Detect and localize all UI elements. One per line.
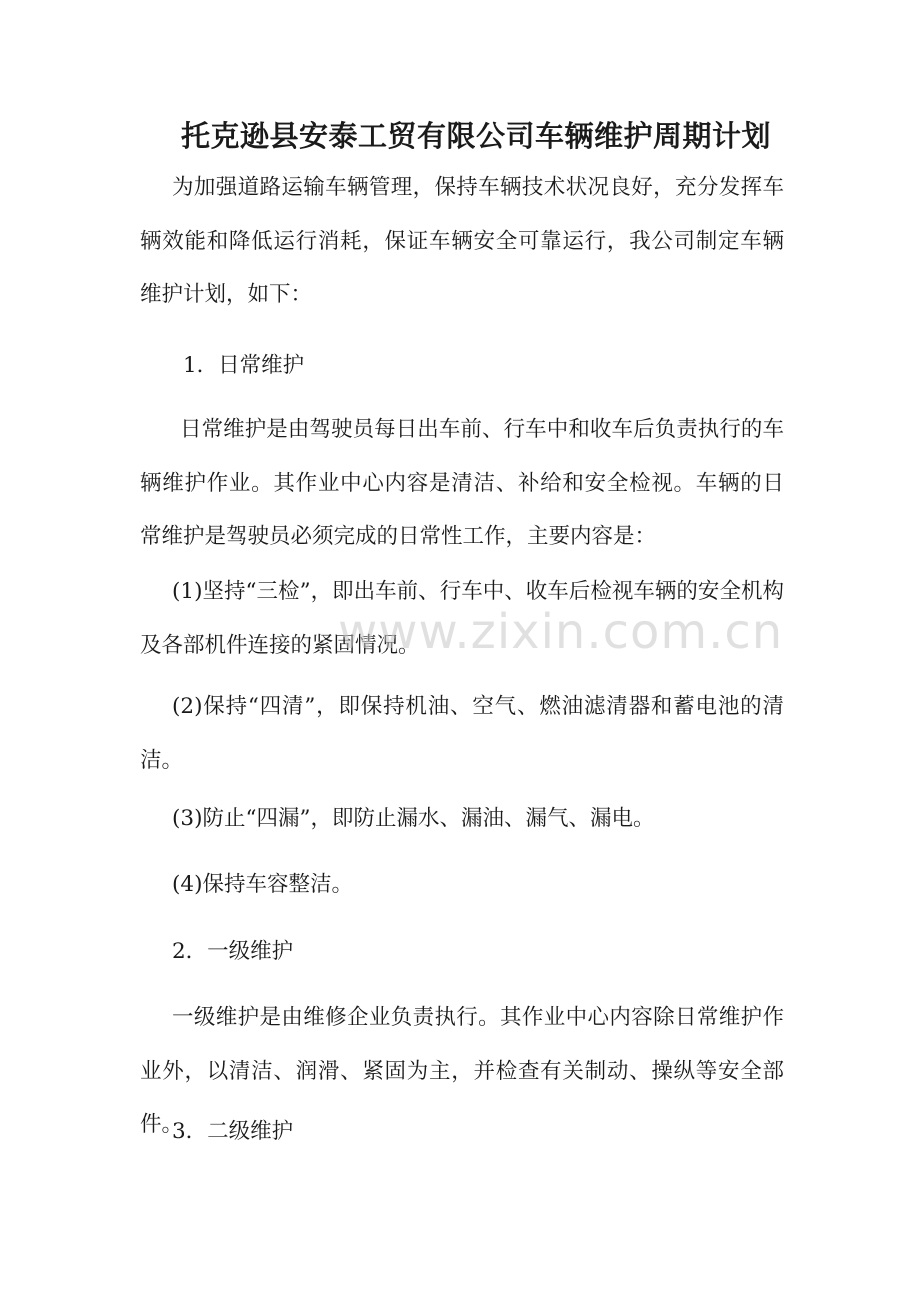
list-item-1: (1)坚持“三检”，即出车前、行车中、收车后检视车辆的安全机构及各部机件连接的紧固情况。 <box>140 579 784 658</box>
section-1-body: 日常维护是由驾驶员每日出车前、行车中和收车后负责执行的车辆维护作业。其作业中心内容是清洁、补给和安全检视。车辆的日常维护是驾驶员必须完成的日常性工作，主要内容是： <box>140 417 784 549</box>
list-item-4: (4)保持车容整洁。 <box>172 872 353 897</box>
list-item-3: (3)防止“四漏”，即防止漏水、漏油、漏气、漏电。 <box>172 806 655 831</box>
document-title: 托克逊县安泰工贸有限公司车辆维护周期计划 <box>180 119 771 153</box>
intro-paragraph: 为加强道路运输车辆管理，保持车辆技术状况良好，充分发挥车辆效能和降低运行消耗，保证车辆安全可靠运行，我公司制定车辆维护计划，如下： <box>140 175 784 307</box>
section-3-heading: 3．二级维护 <box>172 1119 294 1144</box>
list-item-2: (2)保持“四清”，即保持机油、空气、燃油滤清器和蓄电池的清洁。 <box>140 694 784 773</box>
watermark: www.zixin.com.cn <box>338 604 784 660</box>
section-2-body: 一级维护是由维修企业负责执行。其作业中心内容除日常维护作业外，以清洁、润滑、紧固为主，并检查有关制动、操纵等安全部件。 <box>140 1005 784 1137</box>
section-1-heading: 1．日常维护 <box>183 353 305 378</box>
section-2-heading: 2．一级维护 <box>172 939 294 964</box>
